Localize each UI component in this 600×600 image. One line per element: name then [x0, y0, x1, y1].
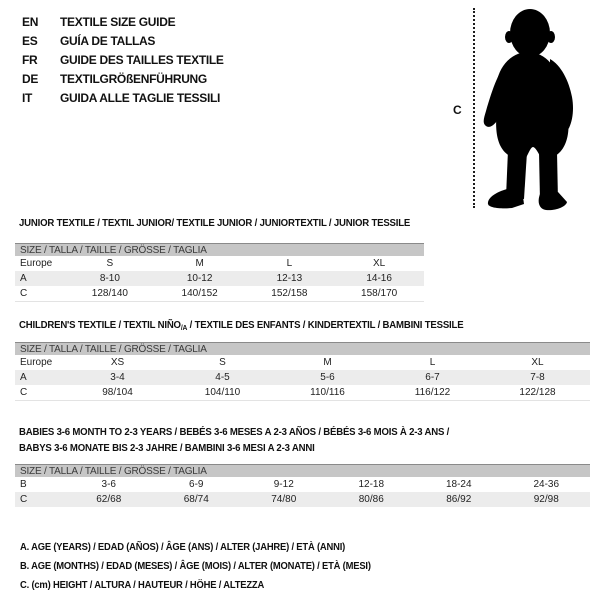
table-cell: 12-13	[276, 273, 303, 284]
table-cell: 3-6	[101, 479, 116, 490]
language-title: GUÍA DE TALLAS	[60, 34, 156, 48]
size-header-bar: SIZE / TALLA / TAILLE / GRÖSSE / TAGLIA	[15, 464, 590, 477]
table-cell: 62/68	[96, 494, 122, 505]
language-code: EN	[22, 15, 39, 29]
table-cell: 9-12	[273, 479, 294, 490]
table-cell: 12-18	[358, 479, 385, 490]
table-cell: 98/104	[102, 387, 133, 398]
row-label: C	[20, 387, 28, 398]
language-code: IT	[22, 91, 33, 105]
language-title: GUIDE DES TAILLES TEXTILE	[60, 53, 224, 67]
row-label: C	[20, 494, 28, 505]
title-text: / TEXTILE DES ENFANTS / KINDERTEXTIL / BAMBINI TESSILE	[187, 320, 464, 331]
table-cell: XL	[373, 258, 386, 269]
height-measure-label: C	[453, 103, 462, 117]
table-cell: 10-12	[186, 273, 213, 284]
table-cell: L	[286, 258, 293, 269]
table-cell: 6-7	[425, 372, 440, 383]
table-row-a	[15, 370, 590, 385]
table-cell: 140/152	[181, 288, 218, 299]
table-cell: 110/116	[310, 387, 345, 398]
title-line-2: BABYS 3-6 MONATE BIS 2-3 JAHRE / BAMBINI 3-6 MESI A 2-3 ANNI	[19, 443, 315, 454]
language-code: ES	[22, 34, 38, 48]
row-label: A	[20, 372, 27, 383]
table-row-a	[15, 271, 424, 286]
size-header-bar: SIZE / TALLA / TAILLE / GRÖSSE / TAGLIA	[15, 342, 590, 355]
table-row-c	[15, 286, 424, 302]
table-row-europe	[15, 355, 590, 370]
table-cell: 80/86	[358, 494, 384, 505]
junior-size-table	[15, 243, 424, 302]
table-row-c	[15, 385, 590, 401]
language-row-es	[22, 32, 224, 51]
row-label: Europe	[20, 258, 53, 269]
language-row-de	[22, 70, 224, 89]
table-cell: 158/170	[361, 288, 398, 299]
table-cell: 6-9	[189, 479, 204, 490]
row-label: Europe	[20, 357, 53, 368]
table-cell: 14-16	[366, 273, 392, 284]
table-cell: XL	[531, 357, 544, 368]
table-row-c	[15, 492, 590, 507]
language-row-fr	[22, 51, 224, 70]
toddler-silhouette	[482, 5, 600, 212]
language-row-en	[22, 13, 224, 32]
language-title-list	[22, 13, 224, 108]
table-cell: M	[323, 357, 332, 368]
table-cell: S	[219, 357, 226, 368]
table-cell: 122/128	[519, 387, 556, 398]
table-cell: S	[106, 258, 114, 269]
language-code: DE	[22, 72, 39, 86]
table-cell: 68/74	[183, 494, 209, 505]
title-text: CHILDREN'S TEXTILE / TEXTIL NIÑO	[19, 320, 181, 331]
table-cell: 3-4	[110, 372, 125, 383]
table-cell: 24-36	[533, 479, 560, 490]
title-line-1: BABIES 3-6 MONTH TO 2-3 YEARS / BEBÉS 3-6 MESES A 2-3 AÑOS / BÉBÉS 3-6 MOIS À 2-3 ANS /	[19, 427, 450, 438]
legend-line-a: A. AGE (YEARS) / EDAD (AÑOS) / ÂGE (ANS) / ALTER (JAHRE) / ETÀ (ANNI)	[20, 542, 346, 553]
language-title: TEXTILGRÖßENFÜHRUNG	[60, 72, 207, 86]
table-cell: XS	[110, 357, 125, 368]
children-table-title	[19, 318, 463, 337]
row-label: A	[20, 273, 27, 284]
table-cell: 8-10	[99, 273, 120, 284]
table-cell: M	[195, 258, 204, 269]
measurement-legend	[20, 538, 393, 595]
language-code: FR	[22, 53, 38, 67]
children-size-table	[15, 342, 590, 401]
table-row-europe	[15, 256, 424, 271]
table-cell: 116/122	[414, 387, 451, 398]
table-cell: 104/110	[204, 387, 241, 398]
table-cell: 92/98	[533, 494, 559, 505]
height-measure-dotted-line	[473, 8, 475, 208]
legend-line-b: B. AGE (MONTHS) / EDAD (MESES) / ÂGE (MOIS) / ALTER (MONATE) / ETÀ (MESI)	[20, 561, 371, 572]
size-header-bar: SIZE / TALLA / TAILLE / GRÖSSE / TAGLIA	[15, 243, 424, 256]
row-label: B	[20, 479, 27, 490]
babies-size-table	[15, 464, 590, 507]
row-label: C	[20, 288, 28, 299]
table-cell: 18-24	[445, 479, 472, 490]
table-cell: 7-8	[530, 372, 545, 383]
table-cell: 74/80	[271, 494, 297, 505]
babies-table-title	[19, 425, 449, 457]
table-cell: L	[429, 357, 436, 368]
language-title: GUIDA ALLE TAGLIE TESSILI	[60, 91, 221, 105]
title-subscript: /A	[180, 325, 188, 332]
table-cell: 128/140	[91, 288, 128, 299]
table-row-b	[15, 477, 590, 492]
table-cell: 5-6	[320, 372, 335, 383]
table-cell: 86/92	[446, 494, 472, 505]
language-title: TEXTILE SIZE GUIDE	[60, 15, 176, 29]
legend-line-c: C. (cm) HEIGHT / ALTURA / HAUTEUR / HÖHE / ALTEZZA	[20, 580, 265, 591]
language-row-it	[22, 89, 224, 108]
table-cell: 4-5	[215, 372, 230, 383]
table-cell: 152/158	[271, 288, 308, 299]
junior-table-title: JUNIOR TEXTILE / TEXTIL JUNIOR/ TEXTILE JUNIOR / JUNIORTEXTIL / JUNIOR TESSILE	[19, 218, 411, 229]
